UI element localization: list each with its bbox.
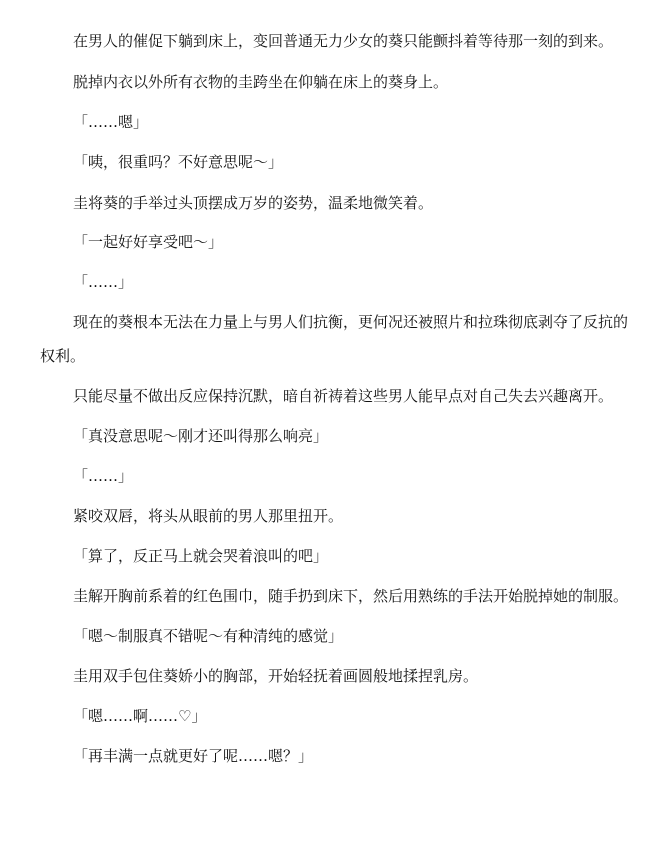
paragraph-12: 紧咬双唇，将头从眼前的男人那里扭开。 bbox=[73, 507, 344, 525]
paragraph-11: 「……」 bbox=[73, 467, 134, 485]
paragraph-2: 脱掉内衣以外所有衣物的圭跨坐在仰躺在床上的葵身上。 bbox=[73, 73, 449, 91]
paragraph-6: 「一起好好享受吧～」 bbox=[73, 233, 224, 251]
paragraph-4: 「咦，很重吗？不好意思呢～」 bbox=[73, 153, 284, 171]
paragraph-3: 「……嗯」 bbox=[73, 113, 149, 131]
paragraph-13: 「算了，反正马上就会哭着浪叫的吧」 bbox=[73, 547, 329, 565]
paragraph-15: 「嗯～制服真不错呢～有种清纯的感觉」 bbox=[73, 627, 344, 645]
paragraph-8-line-1: 现在的葵根本无法在力量上与男人们抗衡，更何况还被照片和拉珠彻底剥夺了反抗的 bbox=[73, 313, 629, 331]
paragraph-14: 圭解开胸前系着的红色围巾，随手扔到床下，然后用熟练的手法开始脱掉她的制服。 bbox=[73, 587, 629, 605]
paragraph-16: 圭用双手包住葵娇小的胸部，开始轻抚着画圆般地揉捏乳房。 bbox=[73, 667, 479, 685]
paragraph-8-line-2: 权利。 bbox=[40, 347, 86, 365]
paragraph-7: 「……」 bbox=[73, 273, 134, 291]
paragraph-18: 「再丰满一点就更好了呢……嗯？」 bbox=[73, 747, 314, 765]
paragraph-17: 「嗯……啊……♡」 bbox=[73, 707, 207, 725]
paragraph-1: 在男人的催促下躺到床上，变回普通无力少女的葵只能颤抖着等待那一刻的到来。 bbox=[73, 32, 614, 50]
paragraph-10: 「真没意思呢～刚才还叫得那么响亮」 bbox=[73, 427, 329, 445]
paragraph-5: 圭将葵的手举过头顶摆成万岁的姿势，温柔地微笑着。 bbox=[73, 194, 434, 212]
paragraph-9: 只能尽量不做出反应保持沉默，暗自祈祷着这些男人能早点对自己失去兴趣离开。 bbox=[73, 387, 614, 405]
